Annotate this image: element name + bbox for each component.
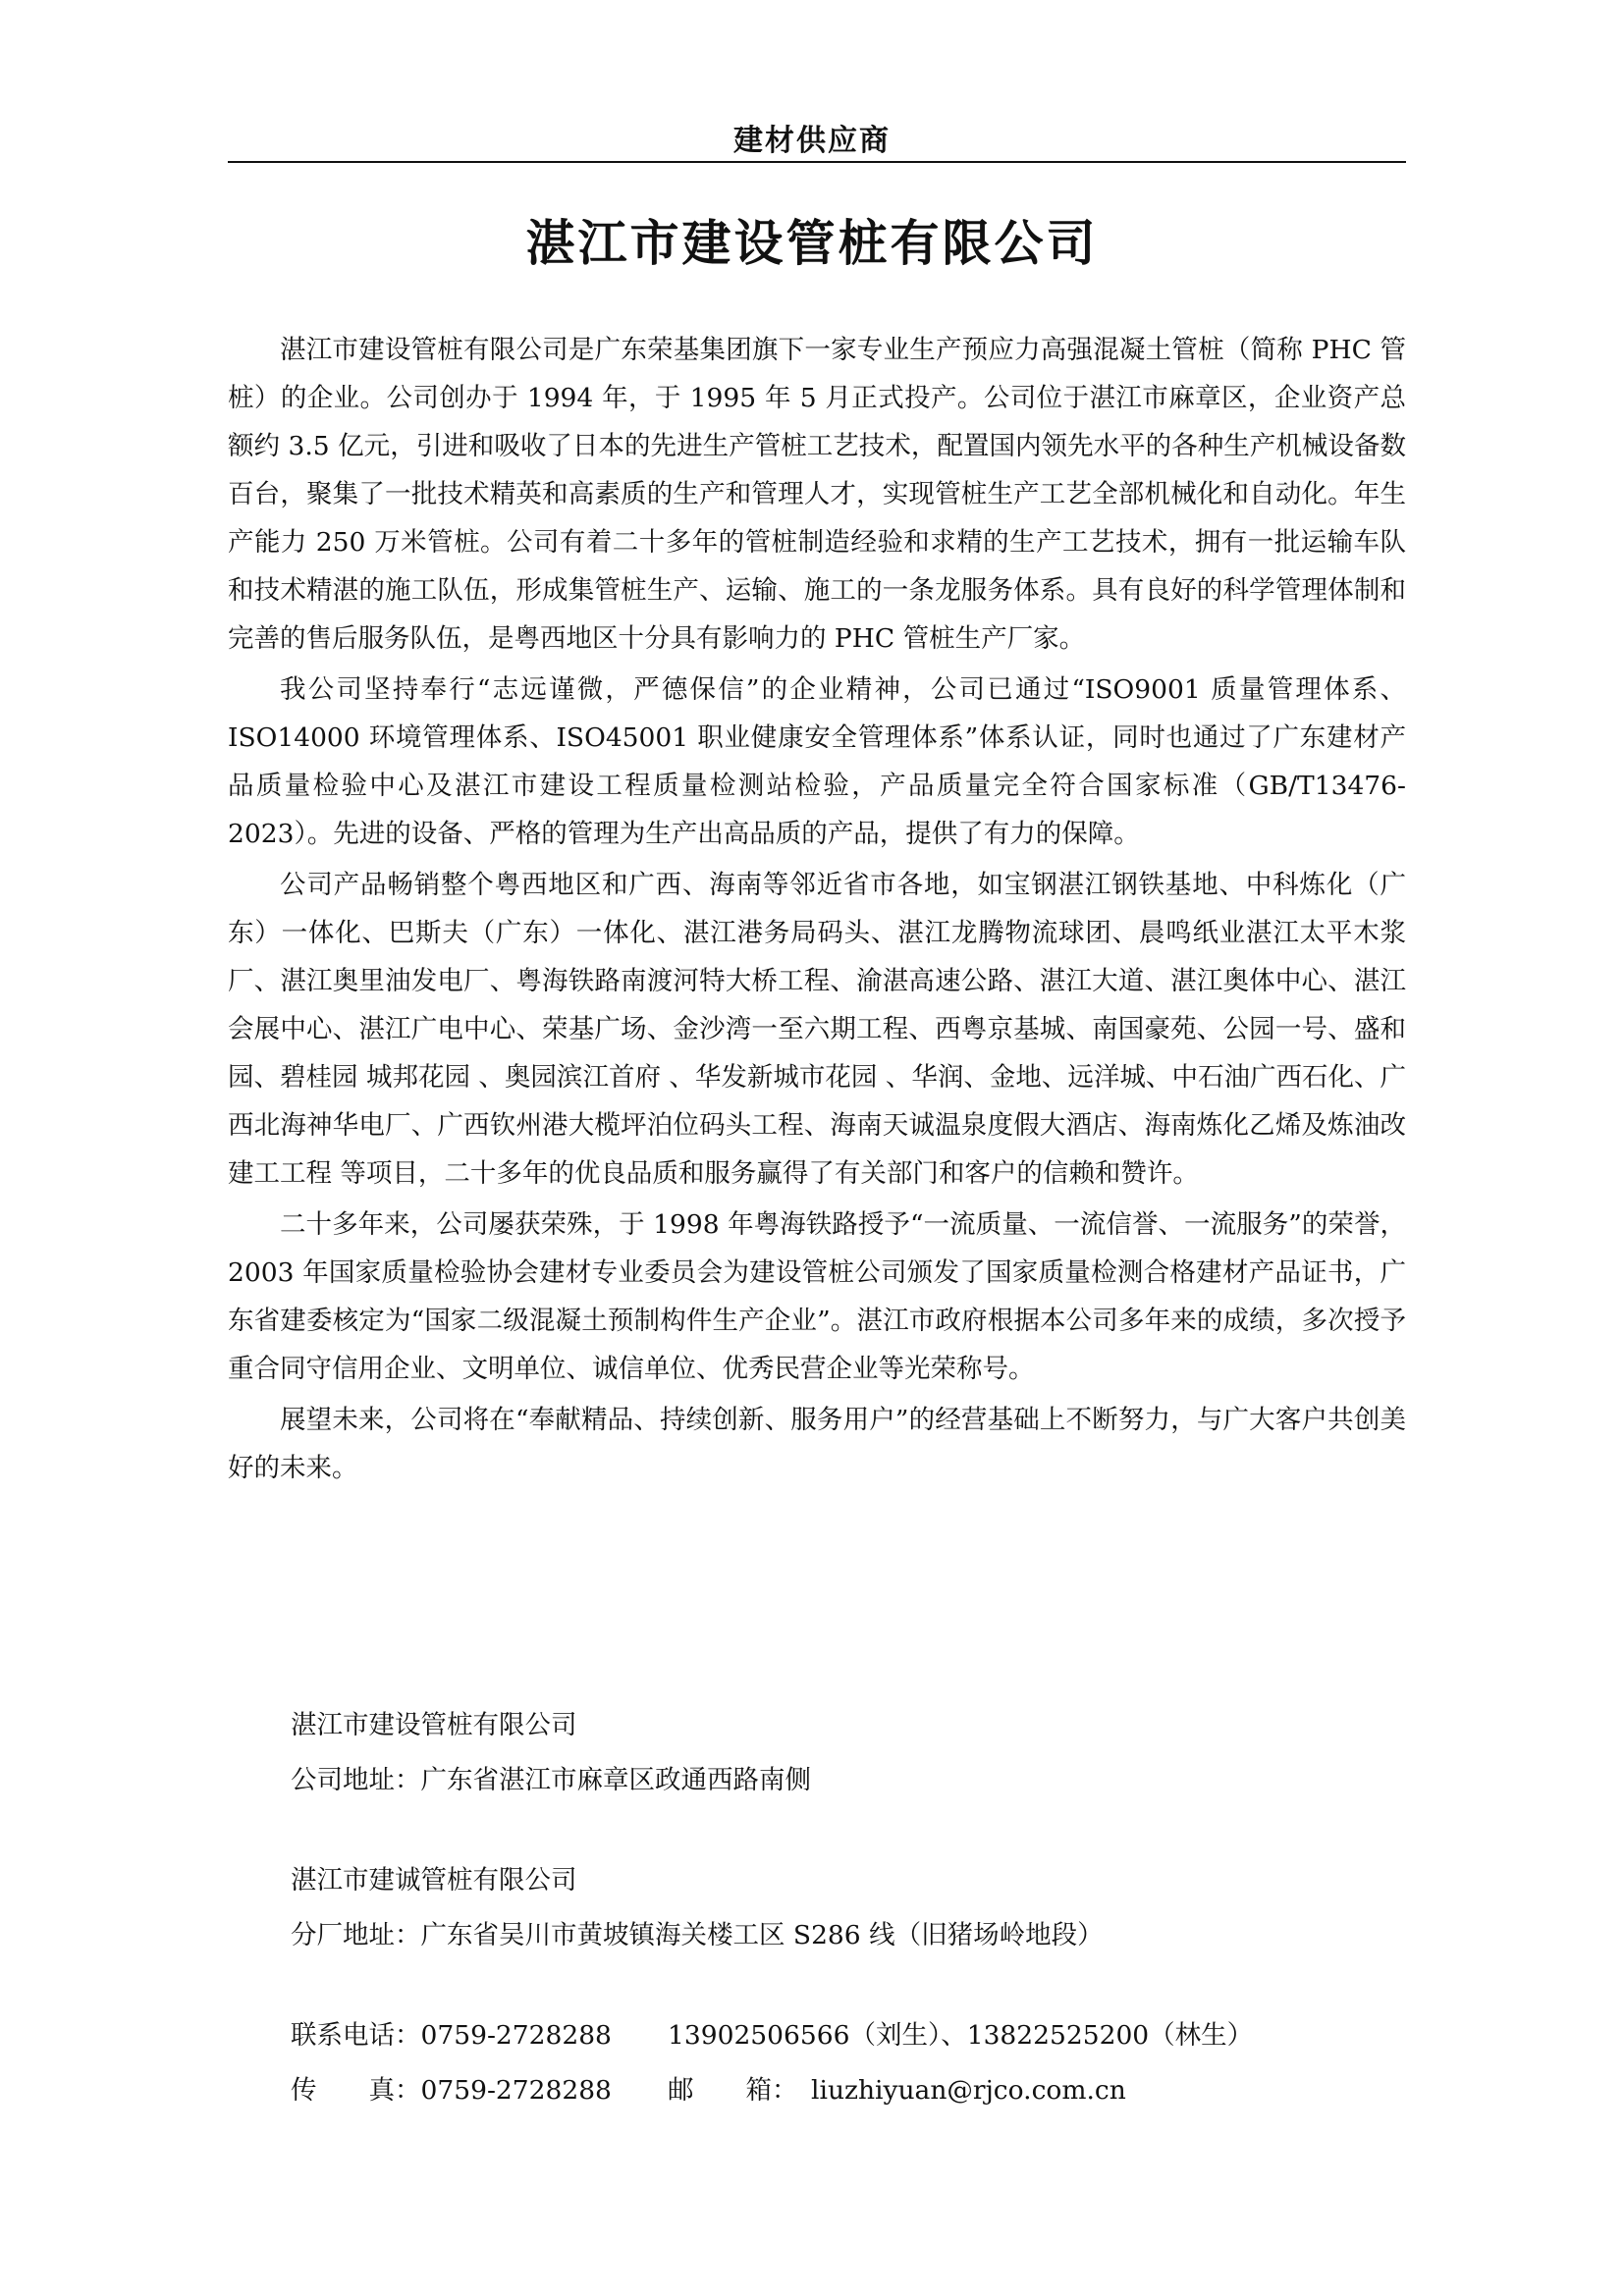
branch-address: 分厂地址：广东省吴川市黄坡镇海关楼工区 S286 线（旧猪场岭地段）: [291, 1920, 1104, 1950]
paragraph-honors: 二十多年来，公司屡获荣殊，于 1998 年粤海铁路授予“一流质量、一流信誉、一流服务”的荣誉，2003 年国家质量检验协会建材专业委员会为建设管桩公司颁发了国家质量检测合格建材产品证书，广东省建委核定为“国家二级混凝土预制构件生产企业”。湛江市政府根据本公司多年来的成绩，多次授予重合同守信用企业、文明单位、诚信单位、优秀民营企业等光荣称号。: [228, 1209, 1406, 1384]
contact-fax-row: [291, 2071, 1272, 2110]
running-header: 建材供应商: [733, 124, 891, 158]
branch-name: 湛江市建诚管桩有限公司: [291, 1865, 577, 1896]
document-title: 湛江市建设管桩有限公司: [525, 215, 1099, 272]
phone-number: 联系电话：0759-2728288: [291, 2020, 612, 2051]
body-text: [228, 326, 1406, 1495]
paragraph-certification: 我公司坚持奉行“志远谨微，严德保信”的企业精神，公司已通过“ISO9001 质量管理体系、ISO14000 环境管理体系、ISO45001 职业健康安全管理体系”体系认证，同时也通过了广东建材产品质量检验中心及湛江市建设工程质量检测站检验，产品质量完全符合国家标准（GB/T13476-2023）。先进的设备、严格的管理为生产出高品质的产品，提供了有力的保障。: [228, 674, 1406, 849]
company-address: 公司地址：广东省湛江市麻章区政通西路南侧: [291, 1765, 811, 1795]
mobile-numbers: 13902506566（刘生）、13822525200（林生）: [668, 2020, 1254, 2051]
paragraph-projects: 公司产品畅销整个粤西地区和广西、海南等邻近省市各地，如宝钢湛江钢铁基地、中科炼化（广东）一体化、巴斯夫（广东）一体化、湛江港务局码头、湛江龙腾物流球团、晨鸣纸业湛江太平木浆厂、湛江奥里油发电厂、粤海铁路南渡河特大桥工程、渝湛高速公路、湛江大道、湛江奥体中心、湛江会展中心、湛江广电中心、荣基广场、金沙湾一至六期工程、西粤京基城、南国豪苑、公园一号、盛和园、碧桂园 城邦花园 、奥园滨江首府 、华发新城市花园 、华润、金地、远洋城、中石油广西石化、广西北海神华电厂、广西钦州港大榄坪泊位码头工程、海南天诚温泉度假大酒店、海南炼化乙烯及炼油改建工工程 等项目，二十多年的优良品质和服务赢得了有关部门和客户的信赖和赞许。: [228, 870, 1406, 1189]
email-label: 邮 箱：: [668, 2075, 798, 2106]
email-address[interactable]: liuzhiyuan@rjco.com.cn: [811, 2075, 1126, 2106]
company-name: 湛江市建设管桩有限公司: [291, 1710, 577, 1740]
contact-phone-row: [291, 2016, 1272, 2056]
paragraph-intro: 湛江市建设管桩有限公司是广东荣基集团旗下一家专业生产预应力高强混凝土管桩（简称 PHC 管桩）的企业。公司创办于 1994 年，于 1995 年 5 月正式投产。公司位于湛江市麻章区，企业资产总额约 3.5 亿元，引进和吸收了日本的先进生产管桩工艺技术，配置国内领先水平的各种生产机械设备数百台，聚集了一批技术精英和高素质的生产和管理人才，实现管桩生产工艺全部机械化和自动化。年生产能力 250 万米管桩。公司有着二十多年的管桩制造经验和求精的生产工艺技术，拥有一批运输车队和技术精湛的施工队伍，形成集管桩生产、运输、施工的一条龙服务体系。具有良好的科学管理体制和完善的售后服务队伍，是粤西地区十分具有影响力的 PHC 管桩生产厂家。: [228, 335, 1406, 654]
paragraph-outlook: 展望未来，公司将在“奉献精品、持续创新、服务用户”的经营基础上不断努力，与广大客户共创美好的未来。: [228, 1405, 1406, 1483]
header-divider: [228, 161, 1406, 163]
fax-number: 传 真：0759-2728288: [291, 2075, 612, 2106]
